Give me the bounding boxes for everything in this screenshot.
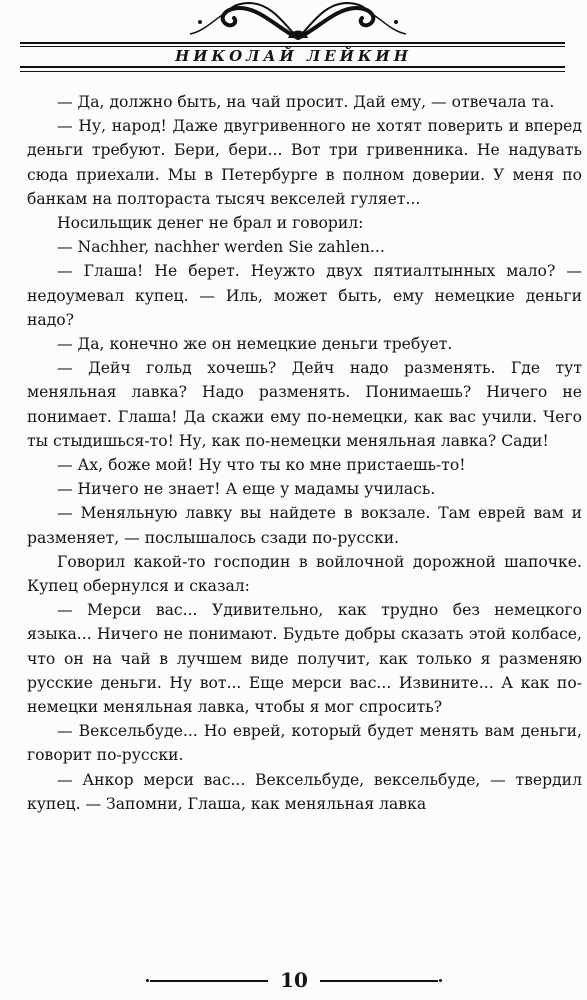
paragraph: — Да, конечно же он немецкие деньги требует. bbox=[57, 335, 453, 354]
scroll-ornament-icon bbox=[180, 0, 416, 40]
author-name: НИКОЛАЙ ЛЕЙКИН bbox=[167, 47, 420, 65]
paragraph: — Анкор мерси вас... Вексельбуде, вексельбуде, — твердил купец. — Запомни, Глаша, как меняльная лавка bbox=[27, 770, 582, 813]
header-rule-top bbox=[20, 42, 565, 44]
paragraph: — Ну, народ! Даже двугривенного не хотят поверить и вперед деньги требуют. Бери, бери... Вот три гривенника. Не надувать сюда приехали. Мы в Петербурге в полном доверии. У меня по банкам на полтораста тысяч векселей гуляет... bbox=[27, 117, 582, 208]
footer-rule-left bbox=[150, 980, 268, 982]
page-body bbox=[27, 90, 582, 816]
paragraph: — Меняльную лавку вы найдете в вокзале. Там еврей вам и разменяет, — послышалось сзади по-русски. bbox=[27, 504, 582, 547]
header-rule-bottom-thin bbox=[20, 71, 565, 72]
footer-dot bbox=[439, 979, 442, 982]
paragraph: — Nachher, nachher werden Sie zahlen... bbox=[57, 238, 385, 257]
footer-rule-right bbox=[320, 980, 438, 982]
running-header bbox=[0, 47, 587, 65]
paragraph: — Ах, боже мой! Ну что ты ко мне пристаешь-то! bbox=[57, 456, 466, 475]
paragraph: — Вексельбуде... Но еврей, который будет менять вам деньги, говорит по-русски. bbox=[27, 722, 582, 765]
paragraph: — Глаша! Не берет. Неужто двух пятиалтынных мало? — недоумевал купец. — Иль, может быть, ему немецкие деньги надо? bbox=[27, 262, 582, 329]
page-number: 10 bbox=[280, 968, 308, 992]
header-rule-bottom bbox=[20, 66, 565, 68]
paragraph: — Да, должно быть, на чай просит. Дай ему, — отвечала та. bbox=[57, 93, 555, 111]
paragraph: — Мерси вас... Удивительно, как трудно без немецкого языка... Ничего не понимают. Будьте добры сказать этой колбасе, что он на чай в лучшем виде получит, как только я разменяю русские деньги. Ну вот... Еще мерси вас... Извините... А как по-немецки меняльная лавка, чтобы я мог спросить? bbox=[27, 601, 582, 717]
footer-dot bbox=[146, 979, 149, 982]
paragraph: — Ничего не знает! А еще у мадамы училась. bbox=[57, 480, 436, 499]
paragraph: — Дейч гольд хочешь? Дейч надо разменять. Где тут меняльная лавка? Надо разменять. Понимаешь? Ничего не понимает. Глаша! Да скажи ему по-немецки, как вас учили. Чего ты стыдишься-то! Ну, как по-немецки меняльная лавка? Сади! bbox=[27, 359, 582, 450]
paragraph: Говорил какой-то господин в войлочной дорожной шапочке. Купец обернулся и сказал: bbox=[27, 552, 582, 596]
paragraph: Носильщик денег не брал и говорил: bbox=[57, 214, 364, 233]
page-footer bbox=[0, 967, 587, 993]
